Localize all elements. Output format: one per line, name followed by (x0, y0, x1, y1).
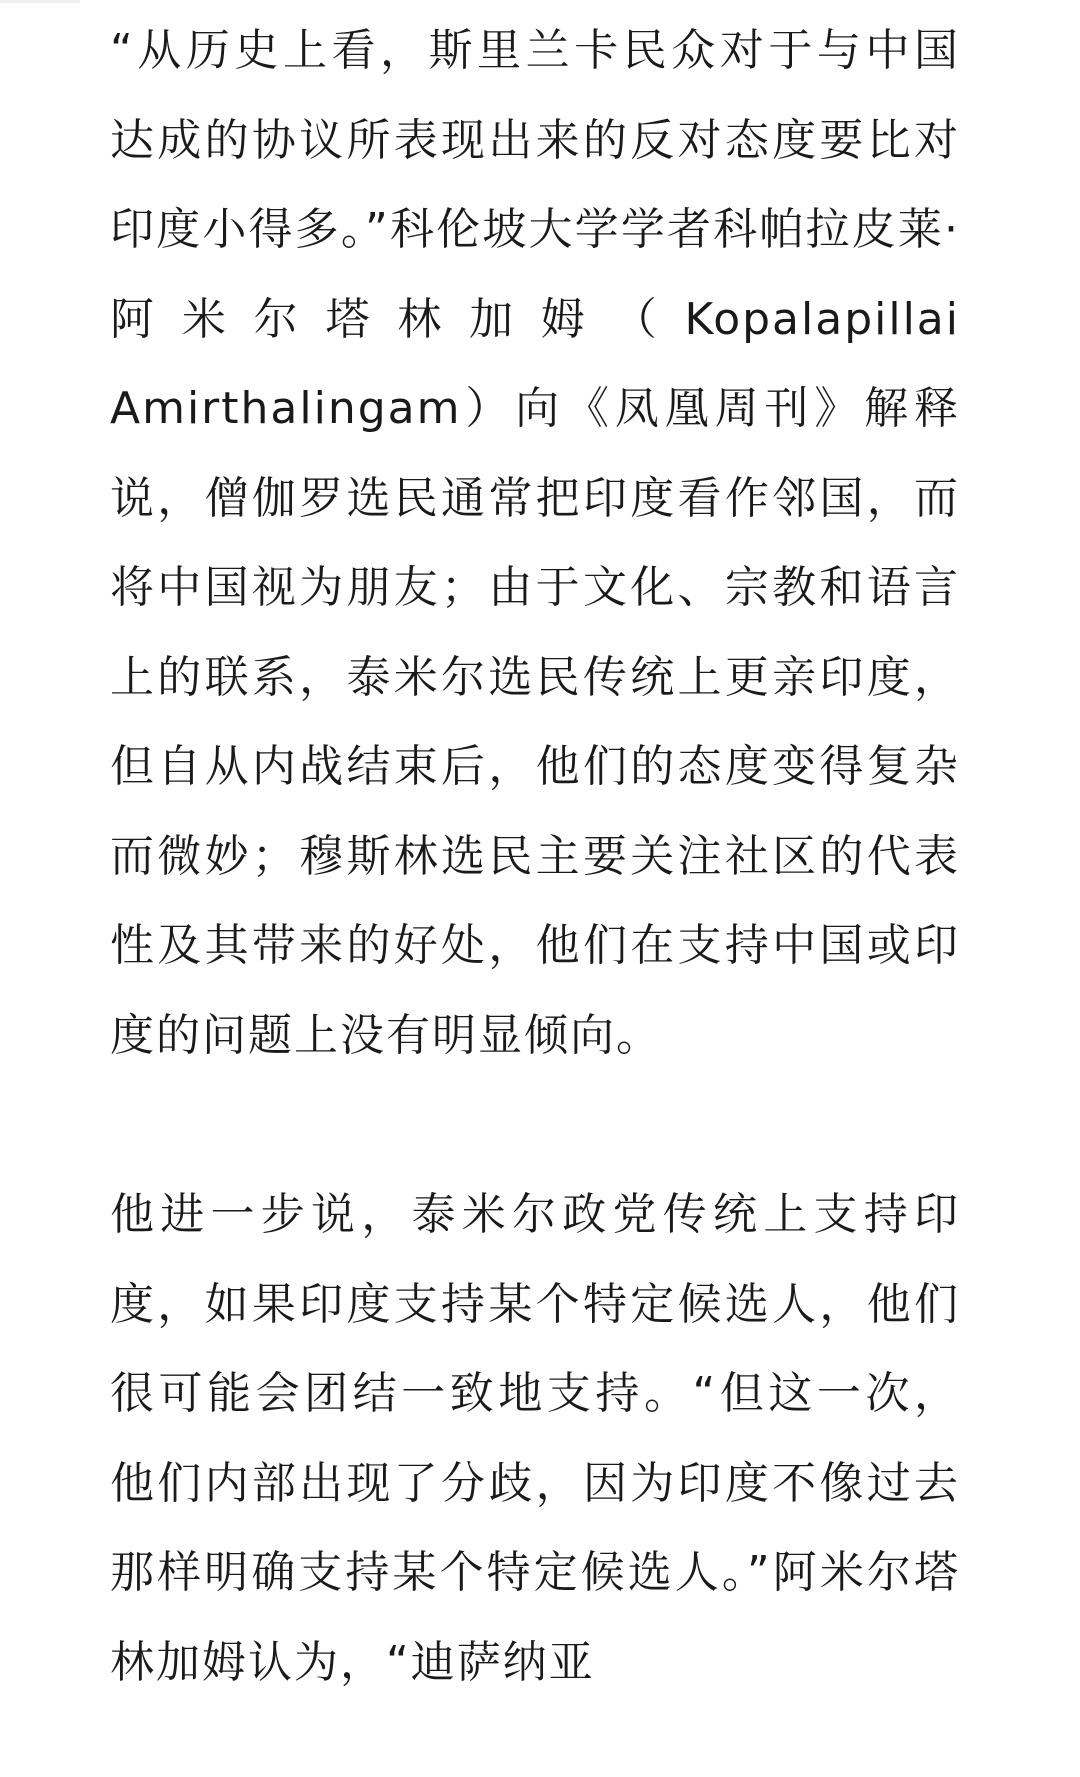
top-scroll-indicator (0, 0, 80, 3)
article-body (110, 0, 960, 1707)
article-paragraph: 他进一步说，泰米尔政党传统上支持印度，如果印度支持某个特定候选人，他们很可能会团结一致地支持。“但这一次，他们内部出现了分歧，因为印度不像过去那样明确支持某个特定候选人。”阿米尔塔林加姆认为，“迪萨纳亚 (110, 1189, 960, 1688)
article-paragraph: “从历史上看，斯里兰卡民众对于与中国达成的协议所表现出来的反对态度要比对印度小得多。”科伦坡大学学者科帕拉皮莱·阿米尔塔林加姆（Kopalapillai Amirthalingam）向《凤凰周刊》解释说，僧伽罗选民通常把印度看作邻国，而将中国视为朋友；由于文化、宗教和语言上的联系，泰米尔选民传统上更亲印度，但自从内战结束后，他们的态度变得复杂而微妙；穆斯林选民主要关注社区的代表性及其带来的好处，他们在支持中国或印度的问题上没有明显倾向。 (110, 25, 960, 1061)
